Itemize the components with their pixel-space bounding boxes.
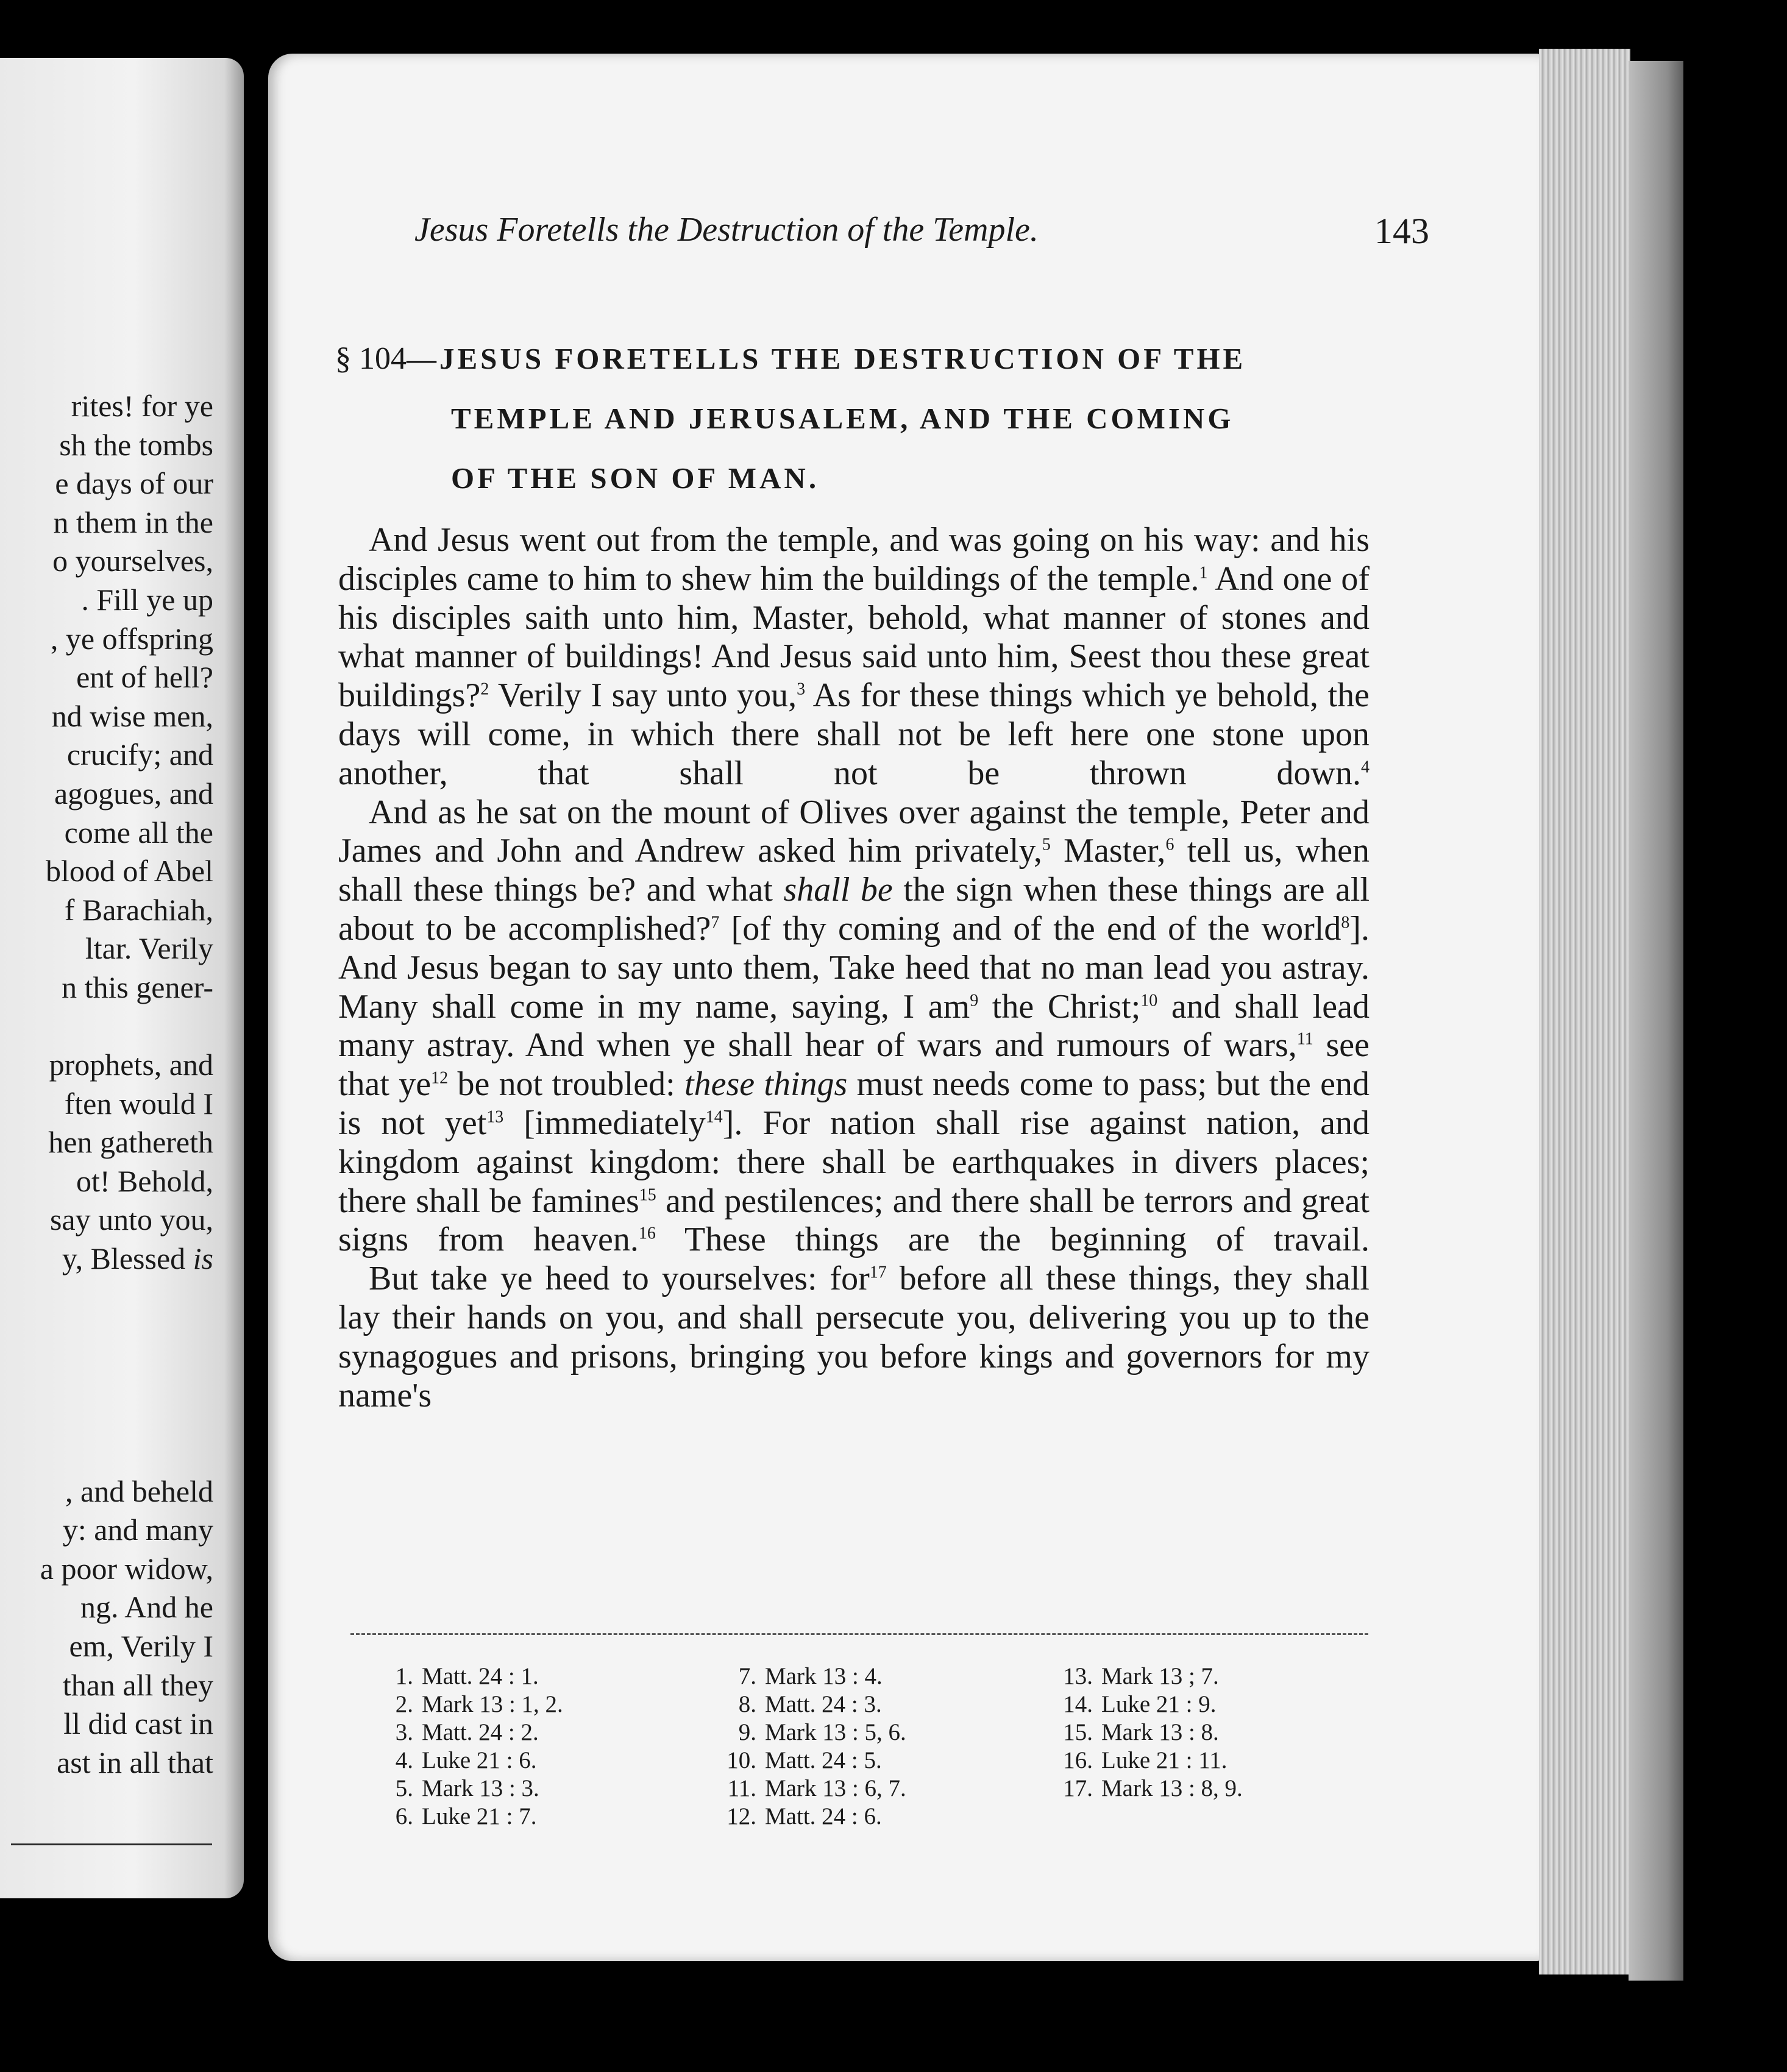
previous-page-line: than all they (62, 1667, 213, 1702)
book-cover-edge (1629, 61, 1683, 1981)
footnote-marker: 3 (797, 679, 806, 699)
footnote-number: 3. (395, 1719, 413, 1745)
text-run: before all these things, they shall lay their hands on you, and shall persecute you, delivering you up to the synagogues and prisons, bringing you before kings and governors for my name's (338, 1260, 1370, 1414)
previous-page-line: ng. And he (80, 1590, 213, 1625)
text-run: And Jesus went out from the temple, and was going on his way: and his disciples came to him to shew him the buildings of the temple. (338, 521, 1370, 598)
previous-page-line: f Barachiah, (64, 892, 213, 927)
footnote-column-2 (709, 1662, 906, 1831)
previous-page-line: , ye offspring (50, 621, 213, 656)
section-number: § 104 (335, 341, 407, 376)
previous-page-line: crucify; and (66, 737, 213, 772)
italic-run: shall be (783, 871, 893, 909)
previous-page-text (40, 387, 213, 1782)
footnote-entry (366, 1662, 563, 1691)
paragraph (338, 793, 1370, 1260)
footnote-marker: 2 (480, 679, 489, 699)
footnote-reference: Mark 13 : 1, 2. (422, 1691, 563, 1717)
text-run: Master, (1050, 832, 1166, 870)
text-run: see that ye (338, 1026, 1370, 1104)
footnote-column-1 (366, 1662, 563, 1831)
previous-page-line (40, 1007, 213, 1046)
previous-page-line: hen gathereth (48, 1125, 213, 1160)
footnote-entry (366, 1775, 563, 1803)
footnote-reference: Mark 13 : 3. (422, 1775, 539, 1801)
previous-page-line: ent of hell? (76, 660, 213, 695)
footnote-marker: 4 (1361, 757, 1370, 777)
footnote-reference: Mark 13 : 5, 6. (765, 1719, 906, 1745)
section-heading-line-1: —JESUS FORETELLS THE DESTRUCTION OF THE (407, 342, 1246, 375)
text-run: These things are the beginning of travail. (655, 1221, 1370, 1259)
previous-page-line: ot! Behold, (76, 1163, 213, 1198)
section-heading-line-3: OF THE SON OF MAN. (451, 461, 820, 495)
footnote-reference: Mark 13 : 8. (1101, 1719, 1219, 1745)
text-run: ]. And Jesus began to say unto them, Take heed that no man lead you astray. Many shall come in my name, saying, I am (338, 909, 1370, 1026)
previous-page-line: come all the (64, 815, 213, 850)
footnote-entry (709, 1775, 906, 1803)
running-head (414, 210, 1429, 249)
running-head-title: Jesus Foretells the Destruction of the Temple. (414, 211, 1039, 249)
text-run: the sign when these things are all about to be accomplished? (338, 871, 1370, 948)
text-run: be not troubled: (448, 1065, 685, 1104)
text-run: But take ye heed to yourselves: for (369, 1260, 870, 1298)
text-run: ]. For nation shall rise against nation, and kingdom against kingdom: there shall be earthquakes in divers places; there shall be famines (338, 1104, 1370, 1220)
footnote-number: 2. (395, 1691, 413, 1717)
text-run: must needs come to pass; but the end is not yet (338, 1065, 1370, 1142)
previous-page (0, 58, 244, 1898)
text-run: and pestilences; and there shall be terrors and great signs from heaven. (338, 1182, 1370, 1259)
footnote-marker: 15 (639, 1185, 656, 1204)
footnote-marker: 7 (711, 913, 720, 932)
footnote-entry (709, 1719, 906, 1747)
footnote-marker: 11 (1296, 1029, 1313, 1049)
footnote-marker: 5 (1042, 835, 1051, 854)
previous-page-line: agogues, and (54, 776, 213, 811)
page-edges (1539, 49, 1630, 1974)
footnote-reference: Matt. 24 : 2. (422, 1719, 539, 1745)
footnote-number: 10. (727, 1747, 756, 1773)
footnote-rule (350, 1633, 1368, 1635)
footnote-entry (709, 1662, 906, 1691)
previous-page-line: o yourselves, (52, 544, 213, 578)
footnote-marker: 10 (1140, 990, 1158, 1010)
footnote-reference: Mark 13 : 6, 7. (765, 1775, 906, 1801)
footnote-reference: Luke 21 : 7. (422, 1803, 537, 1829)
footnote-number: 7. (738, 1663, 756, 1689)
footnote-entry (709, 1747, 906, 1775)
text-run: As for these things which ye behold, the days will come, in which there shall not be left here one stone upon another, that shall not be thrown down. (338, 676, 1370, 792)
text-run: [of thy coming and of the end of the world (719, 909, 1341, 948)
previous-page-line: y, Blessed is (62, 1241, 213, 1276)
footnote-number: 12. (727, 1803, 756, 1829)
previous-page-line: nd wise men, (51, 698, 213, 733)
text-run: tell us, when shall these things be? and what (338, 832, 1370, 909)
previous-page-line: prophets, and (49, 1048, 213, 1082)
footnote-reference: Mark 13 ; 7. (1101, 1663, 1219, 1689)
footnote-number: 6. (395, 1803, 413, 1829)
footnote-marker: 12 (431, 1068, 449, 1088)
footnote-number: 9. (738, 1719, 756, 1745)
footnote-marker: 17 (869, 1263, 887, 1282)
footnote-number: 8. (738, 1691, 756, 1717)
previous-page-line: . Fill ye up (81, 582, 213, 617)
footnote-number: 15. (1063, 1719, 1093, 1745)
previous-page-line: ast in all that (57, 1745, 213, 1779)
footnote-entry (709, 1803, 906, 1831)
previous-page-line: n them in the (53, 505, 213, 539)
text-run: the Christ; (978, 987, 1141, 1026)
footnote-number: 17. (1063, 1775, 1093, 1801)
text-run: [immediately (503, 1104, 706, 1142)
previous-page-line (40, 1279, 213, 1472)
footnote-entry (709, 1691, 906, 1719)
text-run: And one of his disciples saith unto him, Master, behold, what manner of stones and what manner of buildings! And Jesus said unto him, Seest thou these great buildings? (338, 559, 1370, 715)
footnote-entry (1045, 1662, 1243, 1691)
footnote-number: 1. (395, 1663, 413, 1689)
section-heading (335, 329, 1353, 508)
previous-page-line: e days of our (55, 466, 213, 501)
footnote-marker: 6 (1165, 835, 1174, 854)
footnote-entry (366, 1747, 563, 1775)
footnote-number: 11. (727, 1775, 756, 1801)
footnote-marker: 8 (1341, 913, 1350, 932)
previous-page-footnote-rule (11, 1843, 212, 1845)
previous-page-line: ltar. Verily (85, 931, 213, 966)
italic-run: is (193, 1241, 213, 1276)
previous-page-line: y: and many (62, 1513, 213, 1547)
footnote-entry (366, 1719, 563, 1747)
previous-page-line: a poor widow, (40, 1551, 213, 1586)
footnote-marker: 13 (486, 1107, 504, 1127)
body-text (338, 521, 1370, 1415)
footnote-reference: Matt. 24 : 3. (765, 1691, 882, 1717)
paragraph (338, 521, 1370, 793)
italic-run: these things (684, 1065, 848, 1104)
previous-page-line: , and beheld (65, 1474, 213, 1508)
footnote-number: 5. (395, 1775, 413, 1801)
previous-page-line: n this gener- (62, 970, 213, 1004)
footnote-reference: Mark 13 : 4. (765, 1663, 883, 1689)
footnote-entry (1045, 1747, 1243, 1775)
footnote-marker: 14 (705, 1107, 723, 1127)
previous-page-line: say unto you, (49, 1202, 213, 1237)
footnote-entry (366, 1803, 563, 1831)
footnote-column-3 (1045, 1662, 1243, 1803)
page-number: 143 (1374, 211, 1429, 251)
footnote-marker: 16 (638, 1224, 656, 1243)
footnote-reference: Mark 13 : 8, 9. (1101, 1775, 1243, 1801)
footnote-reference: Luke 21 : 11. (1101, 1747, 1227, 1773)
text-run: Verily I say unto you, (489, 676, 797, 715)
text-run: And as he sat on the mount of Olives over against the temple, Peter and James and John and Andrew asked him privately, (338, 793, 1370, 870)
footnote-entry (1045, 1691, 1243, 1719)
footnote-reference: Matt. 24 : 6. (765, 1803, 882, 1829)
previous-page-line: ll did cast in (63, 1706, 213, 1741)
footnote-reference: Matt. 24 : 1. (422, 1663, 539, 1689)
text-run: and shall lead many astray. And when ye shall hear of wars and rumours of wars, (338, 987, 1370, 1065)
footnote-number: 13. (1063, 1663, 1093, 1689)
footnote-reference: Luke 21 : 6. (422, 1747, 537, 1773)
previous-page-line: rites! for ye (71, 389, 213, 423)
footnote-entry (1045, 1775, 1243, 1803)
footnote-marker: 1 (1199, 563, 1208, 583)
footnote-number: 16. (1063, 1747, 1093, 1773)
footnote-reference: Luke 21 : 9. (1101, 1691, 1217, 1717)
footnote-number: 4. (395, 1747, 413, 1773)
section-heading-line-2: TEMPLE AND JERUSALEM, AND THE COMING (451, 402, 1234, 435)
footnote-reference: Matt. 24 : 5. (765, 1747, 882, 1773)
previous-page-line: ften would I (64, 1086, 213, 1121)
footnote-entry (1045, 1719, 1243, 1747)
footnote-entry (366, 1691, 563, 1719)
previous-page-line: em, Verily I (69, 1629, 213, 1664)
previous-page-line: sh the tombs (59, 427, 213, 462)
previous-page-line: blood of Abel (46, 854, 213, 889)
paragraph (338, 1260, 1370, 1415)
footnote-number: 14. (1063, 1691, 1093, 1717)
footnote-marker: 9 (970, 990, 979, 1010)
